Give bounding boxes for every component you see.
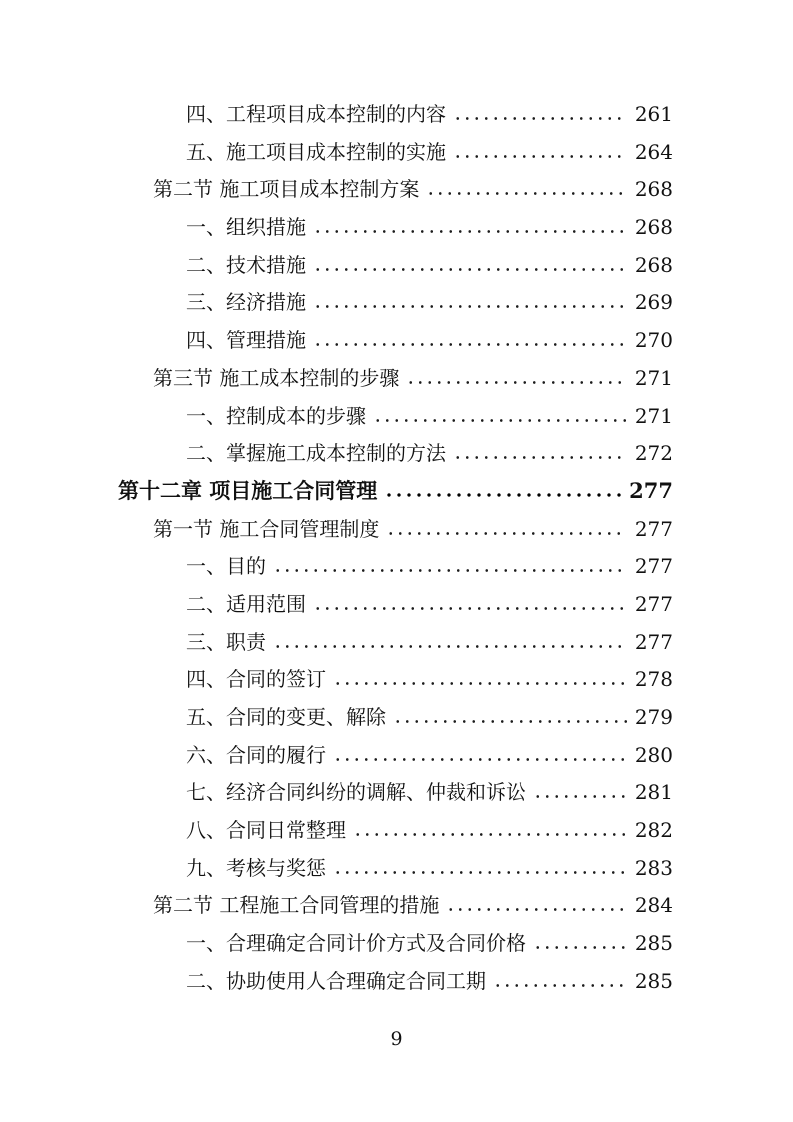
- dot-leader: [384, 492, 621, 498]
- toc-entry: [118, 550, 673, 588]
- toc-entry-page: 269: [634, 290, 673, 315]
- toc-entry: [118, 965, 673, 1003]
- toc-entry-page: 264: [634, 139, 673, 164]
- toc-entry-title: 一、控制成本的步骤: [186, 403, 366, 428]
- dot-leader: [493, 983, 627, 988]
- dot-leader: [333, 681, 627, 686]
- toc-entry-page: 268: [634, 252, 673, 277]
- toc-entry: [118, 927, 673, 965]
- dot-leader: [533, 945, 627, 950]
- dot-leader: [453, 116, 627, 121]
- toc-entry: [118, 136, 673, 174]
- toc-entry-page: 272: [634, 441, 673, 466]
- toc-entry-page: 283: [634, 855, 673, 880]
- dot-leader: [453, 154, 627, 159]
- dot-leader: [273, 644, 627, 649]
- toc-entry-title: 五、合同的变更、解除: [186, 705, 386, 729]
- toc-entry-title: 第一节 施工合同管理制度: [153, 516, 380, 541]
- toc-entry: [118, 814, 673, 852]
- toc-entry: [118, 173, 673, 211]
- footer-page-number: 9: [390, 1028, 403, 1050]
- toc-entry-title: 二、技术措施: [186, 252, 306, 277]
- toc-entry: [118, 701, 673, 739]
- dot-leader: [533, 794, 627, 799]
- toc-entry: [118, 437, 673, 475]
- toc-entry-title: 二、协助使用人合理确定合同工期: [186, 968, 486, 993]
- toc-entry-page: 277: [629, 477, 673, 503]
- toc-entry-page: 268: [634, 177, 673, 202]
- toc-entry-title: 四、管理措施: [186, 328, 306, 353]
- dot-leader: [273, 568, 627, 573]
- toc-entry-title: 四、工程项目成本控制的内容: [186, 102, 446, 126]
- toc-entry-page: 285: [634, 968, 673, 993]
- dot-leader: [313, 304, 627, 309]
- dot-leader: [406, 380, 626, 385]
- toc-entry-page: 268: [634, 215, 673, 240]
- toc-entry-title: 三、经济措施: [186, 290, 306, 315]
- toc-entry: [118, 324, 673, 362]
- toc-entry-title: 第二节 施工项目成本控制方案: [153, 177, 420, 202]
- toc-entry: [118, 889, 673, 927]
- page-footer: [0, 1028, 793, 1050]
- toc-entry-title: 一、合理确定合同计价方式及合同价格: [186, 931, 526, 956]
- dot-leader: [426, 191, 626, 196]
- toc-entry-page: 285: [634, 931, 673, 956]
- toc-entry-title: 三、职责: [186, 629, 266, 654]
- toc-entry-page: 277: [634, 554, 673, 579]
- toc-entry-title: 第三节 施工成本控制的步骤: [153, 365, 400, 390]
- toc-entry-title: 九、考核与奖惩: [186, 855, 326, 880]
- toc-entry: [118, 513, 673, 551]
- dot-leader: [333, 757, 627, 762]
- toc-entry-title: 八、合同日常整理: [186, 818, 346, 843]
- toc-entry-title: 五、施工项目成本控制的实施: [186, 139, 446, 164]
- dot-leader: [313, 267, 627, 272]
- toc-entry: [118, 663, 673, 701]
- toc-entry-page: 270: [634, 328, 673, 353]
- dot-leader: [386, 531, 626, 536]
- toc-entry: [118, 739, 673, 777]
- toc-entry: [118, 400, 673, 438]
- dot-leader: [313, 229, 627, 234]
- toc-entry-page: 284: [634, 893, 673, 918]
- toc-entry-title: 第十二章 项目施工合同管理: [118, 477, 378, 503]
- toc-entry-page: 282: [634, 818, 673, 843]
- toc-entry-page: 271: [634, 403, 673, 428]
- dot-leader: [373, 418, 627, 423]
- toc-entry: [118, 211, 673, 249]
- toc-entry-page: 280: [634, 742, 673, 767]
- toc-entry: [118, 362, 673, 400]
- toc-entry-title: 七、经济合同纠纷的调解、仲裁和诉讼: [186, 780, 526, 805]
- toc-entry: [118, 588, 673, 626]
- toc-entry: [118, 852, 673, 890]
- toc-entry: [118, 249, 673, 287]
- dot-leader: [353, 832, 627, 837]
- toc-entry: [118, 475, 673, 513]
- dot-leader: [393, 719, 627, 724]
- toc-entry-page: 277: [634, 591, 673, 616]
- toc-entry-page: 271: [634, 365, 673, 390]
- toc-entry-title: 一、组织措施: [186, 215, 306, 240]
- toc-entry-title: 六、合同的履行: [186, 742, 326, 767]
- toc-entry-page: 261: [634, 102, 673, 126]
- toc-entry: [118, 776, 673, 814]
- dot-leader: [446, 907, 626, 912]
- toc-entry-page: 277: [634, 629, 673, 654]
- toc-entry-page: 281: [634, 780, 673, 805]
- toc-entry-title: 第二节 工程施工合同管理的措施: [153, 893, 440, 918]
- dot-leader: [333, 870, 627, 875]
- toc-entry: [118, 98, 673, 136]
- toc-entry-page: 279: [634, 705, 673, 729]
- toc-entry-title: 四、合同的签订: [186, 667, 326, 692]
- dot-leader: [313, 342, 627, 347]
- toc-entry-title: 二、适用范围: [186, 591, 306, 616]
- toc-entry-title: 一、目的: [186, 554, 266, 579]
- toc-entry: [118, 286, 673, 324]
- toc-entry: [118, 626, 673, 664]
- toc-entry-page: 277: [634, 516, 673, 541]
- toc-list: [118, 98, 673, 1003]
- dot-leader: [453, 455, 627, 460]
- toc-entry-title: 二、掌握施工成本控制的方法: [186, 441, 446, 466]
- toc-entry-page: 278: [634, 667, 673, 692]
- dot-leader: [313, 606, 627, 611]
